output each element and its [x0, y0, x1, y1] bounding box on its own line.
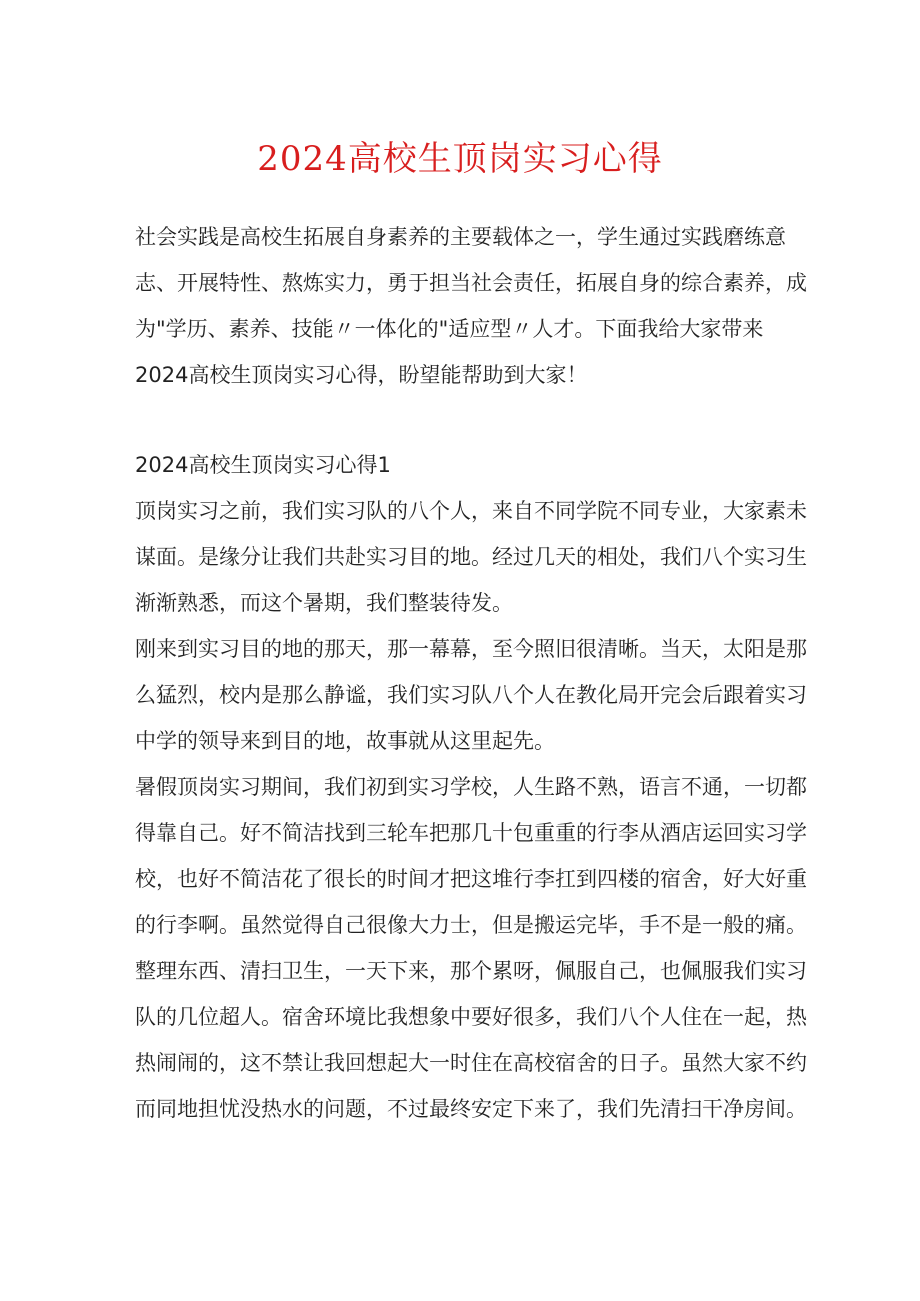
page-title: 2024高校生顶岗实习心得: [257, 139, 663, 179]
section-heading: 2024高校生顶岗实习心得1: [135, 453, 391, 477]
document-body: [135, 214, 815, 1132]
intro-paragraph: 社会实践是高校生拓展自身素养的主要载体之一，学生通过实践磨练意志、开展特性、熬炼实力，勇于担当社会责任，拓展自身的综合素养，成为"学历、素养、技能〃一体化的"适应型〃人才。下面我给大家带来2024高校生顶岗实习心得，盼望能帮助到大家！: [135, 225, 807, 387]
body-paragraph: 刚来到实习目的地的那天，那一幕幕，至今照旧很清晰。当天，太阳是那么猛烈，校内是那么静谧，我们实习队八个人在教化局开完会后跟着实习中学的领导来到目的地，故事就从这里起先。: [135, 637, 807, 753]
body-paragraph: 暑假顶岗实习期间，我们初到实习学校，人生路不熟，语言不通，一切都得靠自己。好不简洁找到三轮车把那几十包重重的行李从酒店运回实习学校，也好不简洁花了很长的时间才把这堆行李扛到四楼的宿舍，好大好重的行李啊。虽然觉得自己很像大力士，但是搬运完毕，手不是一般的痛。整理东西、清扫卫生，一天下来，那个累呀，佩服自己，也佩服我们实习队的几位超人。宿舍环境比我想象中要好很多，我们八个人住在一起，热热闹闹的，这不禁让我回想起大一时住在高校宿舍的日子。虽然大家不约而同地担忧没热水的问题，不过最终安定下来了，我们先清扫干净房间。: [135, 775, 807, 1121]
body-paragraph: 顶岗实习之前，我们实习队的八个人，来自不同学院不同专业，大家素未谋面。是缘分让我们共赴实习目的地。经过几天的相处，我们八个实习生渐渐熟悉，而这个暑期，我们整装待发。: [135, 499, 807, 615]
